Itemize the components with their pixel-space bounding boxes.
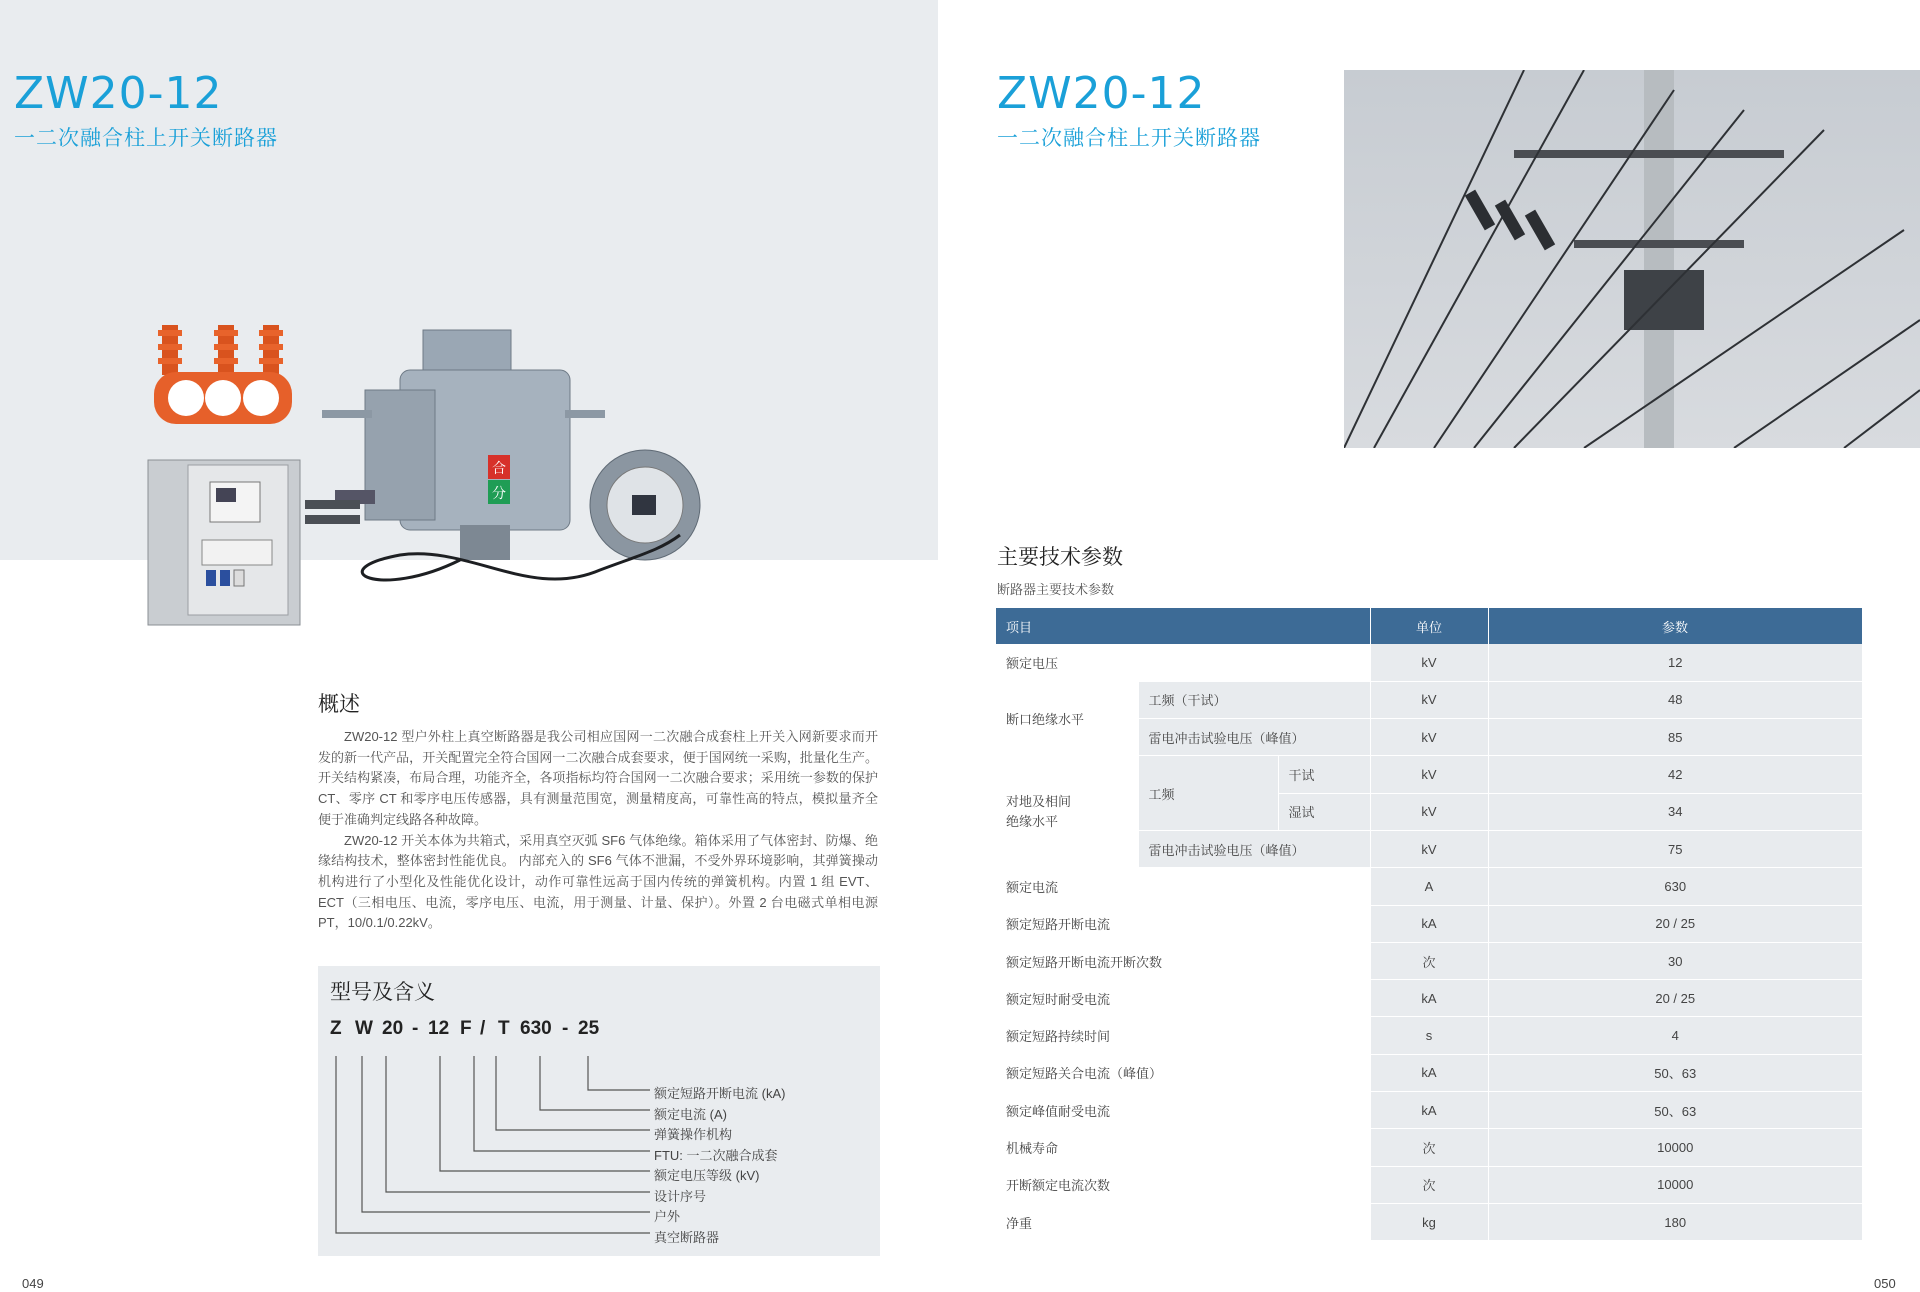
table-header-row (996, 608, 1862, 644)
row-unit: kA (1370, 1092, 1488, 1129)
code-z: Z (330, 1018, 342, 1039)
row-label: 净重 (996, 1203, 1370, 1240)
table-row (996, 681, 1862, 718)
row-label: 额定短路关合电流（峰值） (996, 1054, 1370, 1091)
legend-item: 设计序号 (654, 1189, 707, 1204)
row-value: 48 (1488, 681, 1862, 718)
row-unit: kV (1370, 719, 1488, 756)
code-12: 12 (428, 1018, 450, 1039)
right-model-title: ZW20-12 (997, 68, 1206, 119)
code-f: F (460, 1018, 472, 1039)
code-25: 25 (578, 1018, 600, 1039)
row-label: 湿试 (1278, 793, 1370, 830)
row-label: 额定短路开断电流 (996, 905, 1370, 942)
spec-table (996, 608, 1863, 1241)
product-photo (140, 300, 820, 635)
row-unit: 次 (1370, 1129, 1488, 1166)
right-page-number: 050 (1874, 1276, 1896, 1291)
row-unit: kA (1370, 905, 1488, 942)
row-unit: kA (1370, 980, 1488, 1017)
current-transformer-illustration (154, 325, 292, 424)
code-dash-1: - (412, 1018, 419, 1039)
row-label: 雷电冲击试验电压（峰值） (1138, 830, 1370, 867)
code-t: T (498, 1018, 510, 1039)
row-label: 额定短路开断电流开断次数 (996, 942, 1370, 979)
table-row (996, 1203, 1862, 1240)
legend-item: 真空断路器 (654, 1230, 720, 1245)
row-value: 50、63 (1488, 1054, 1862, 1091)
row-value: 42 (1488, 756, 1862, 793)
table-row (996, 868, 1862, 905)
row-unit: kV (1370, 644, 1488, 681)
row-value: 10000 (1488, 1166, 1862, 1203)
row-label: 额定电压 (996, 644, 1370, 681)
row-unit: kV (1370, 830, 1488, 867)
left-model-title: ZW20-12 (14, 68, 223, 119)
table-row (996, 756, 1862, 793)
open-label: 分 (492, 486, 506, 502)
row-label: 额定峰值耐受电流 (996, 1092, 1370, 1129)
close-label: 合 (492, 461, 506, 477)
row-value: 85 (1488, 719, 1862, 756)
legend-item: 户外 (654, 1209, 681, 1224)
subgroup-label: 工频 (1138, 756, 1278, 831)
table-row (996, 1129, 1862, 1166)
row-unit: kA (1370, 1054, 1488, 1091)
group-label: 断口绝缘水平 (996, 681, 1138, 756)
model-meaning-title: 型号及含义 (330, 981, 435, 1004)
row-label: 额定短时耐受电流 (996, 980, 1370, 1017)
row-label: 工频（干试） (1138, 681, 1370, 718)
row-value: 10000 (1488, 1129, 1862, 1166)
overview-paragraph-2: ZW20-12 开关本体为共箱式，采用真空灭弧 SF6 气体绝缘。箱体采用了气体密封、防爆、绝缘结构技术，整体密封性能优良。 内部充入的 SF6 气体不泄漏，不受外界环境影响，其弹簧操动机构进行了小型化及性能优化设计，动作可靠性远高于国内传统的弹簧机构。内置 1 组 EVT、ECT（三相电压、电流，零序电压、电流，用于测量、计量、保护）。外置 2 台电磁式单相电源 PT，10/0.1/0.22kV。 (318, 832, 878, 931)
legend-item: FTU: 一二次融合成套 (654, 1148, 778, 1163)
table-row (996, 1017, 1862, 1054)
code-20: 20 (382, 1018, 404, 1039)
legend-item: 额定电流 (A) (654, 1107, 727, 1122)
row-unit: s (1370, 1017, 1488, 1054)
table-row (996, 644, 1862, 681)
row-label: 额定电流 (996, 868, 1370, 905)
code-w: W (355, 1018, 373, 1039)
circuit-breaker-illustration (305, 330, 700, 580)
row-label: 额定短路持续时间 (996, 1017, 1370, 1054)
row-label: 干试 (1278, 756, 1370, 793)
model-legend-lines (318, 966, 658, 1256)
header-unit: 单位 (1370, 608, 1488, 644)
spec-subtitle: 断路器主要技术参数 (997, 582, 1115, 597)
row-value: 34 (1488, 793, 1862, 830)
legend-item: 额定短路开断电流 (kA) (654, 1086, 786, 1101)
row-value: 630 (1488, 868, 1862, 905)
left-page-number: 049 (22, 1276, 44, 1291)
legend-item: 弹簧操作机构 (654, 1127, 733, 1142)
control-cabinet-illustration (148, 460, 300, 625)
row-value: 50、63 (1488, 1092, 1862, 1129)
row-unit: kV (1370, 756, 1488, 793)
table-row (996, 1092, 1862, 1129)
table-row (996, 905, 1862, 942)
row-unit: 次 (1370, 1166, 1488, 1203)
overview-title: 概述 (318, 693, 360, 716)
row-value: 75 (1488, 830, 1862, 867)
overview-paragraph-1: ZW20-12 型户外柱上真空断路器是我公司相应国网一二次融合成套柱上开关入网新要求而开发的新一代产品，开关配置完全符合国网一二次融合成套要求，便于国网统一采购，批量化生产。开关结构紧凑，布局合理，功能齐全，各项指标均符合国网一二次融合要求；采用统一参数的保护 CT、零序 CT 和零序电压传感器，具有测量范围宽，测量精度高，可靠性高的特点，模拟量齐全便于准确判定线路各种故障。 (318, 729, 878, 827)
row-value: 4 (1488, 1017, 1862, 1054)
table-row (996, 1166, 1862, 1203)
row-value: 12 (1488, 644, 1862, 681)
header-item: 项目 (996, 608, 1370, 644)
right-model-subtitle: 一二次融合柱上开关断路器 (997, 127, 1261, 150)
row-unit: kV (1370, 793, 1488, 830)
table-row (996, 942, 1862, 979)
group-label: 对地及相间 绝缘水平 (996, 756, 1138, 868)
header-param: 参数 (1488, 608, 1862, 644)
row-unit: A (1370, 868, 1488, 905)
row-value: 180 (1488, 1203, 1862, 1240)
overview-text (318, 727, 878, 934)
row-value: 20 / 25 (1488, 980, 1862, 1017)
table-row (996, 1054, 1862, 1091)
spec-title: 主要技术参数 (997, 546, 1123, 569)
row-value: 20 / 25 (1488, 905, 1862, 942)
row-unit: kg (1370, 1203, 1488, 1240)
row-label: 雷电冲击试验电压（峰值） (1138, 719, 1370, 756)
code-slash: / (480, 1018, 486, 1039)
row-unit: 次 (1370, 942, 1488, 979)
code-630: 630 (520, 1018, 552, 1039)
pole-photo (1344, 70, 1920, 448)
row-unit: kV (1370, 681, 1488, 718)
table-row (996, 980, 1862, 1017)
code-dash-2: - (562, 1018, 569, 1039)
legend-item: 额定电压等级 (kV) (654, 1168, 760, 1183)
left-model-subtitle: 一二次融合柱上开关断路器 (14, 127, 278, 150)
row-label: 机械寿命 (996, 1129, 1370, 1166)
row-value: 30 (1488, 942, 1862, 979)
row-label: 开断额定电流次数 (996, 1166, 1370, 1203)
